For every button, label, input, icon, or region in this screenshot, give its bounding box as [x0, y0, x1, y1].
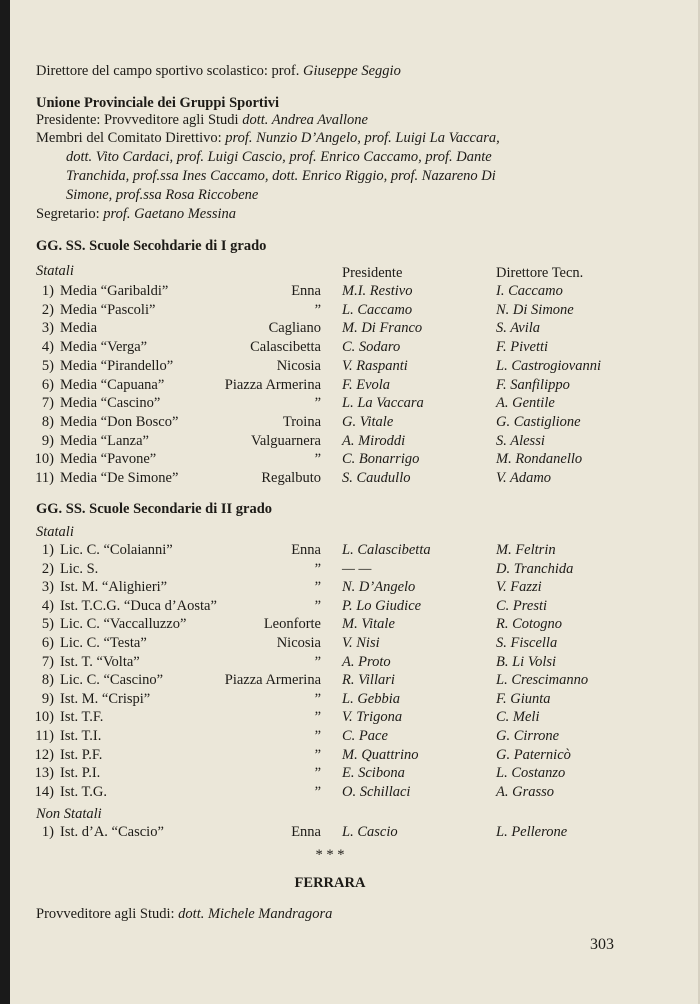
town-name: ”: [314, 560, 321, 577]
row-number: 1): [41, 542, 54, 558]
presidente-name: M. Di Franco: [342, 320, 423, 337]
direttore-name: L. Castrogiovanni: [496, 357, 602, 374]
row-number: 5): [41, 357, 54, 374]
row-number: 10): [34, 451, 54, 468]
direttore-name: G. Cirrone: [496, 728, 560, 744]
row-number: 12): [34, 746, 54, 763]
direttore-name: L. Crescimanno: [496, 672, 589, 689]
col-presidente-header: Presidente: [342, 265, 403, 281]
direttore-name: R. Cotogno: [496, 616, 563, 633]
school-name: Ist. T. “Volta”: [60, 653, 140, 670]
direttore-name: C. Meli: [496, 709, 540, 726]
membri-line-1: [36, 129, 500, 147]
direttore-name: V. Adamo: [496, 470, 552, 486]
unione-title: Unione Provinciale dei Gruppi Sportivi: [36, 95, 280, 111]
direttore-name: L. Pellerone: [496, 824, 568, 840]
school-name: Lic. C. “Cascino”: [60, 672, 164, 689]
direttore-name: M. Feltrin: [496, 542, 556, 558]
ferrara-provveditore-label: Provveditore agli Studi:: [36, 906, 175, 922]
town-name: ”: [314, 301, 321, 318]
presidente-name: E. Scibona: [342, 765, 405, 782]
town-name: ”: [314, 765, 321, 782]
school-name: Ist. P.F.: [60, 746, 103, 763]
row-number: 3): [41, 320, 54, 337]
school-name: Ist. T.G.: [60, 783, 107, 800]
town-name: Enna: [291, 283, 321, 299]
membri-text-1: prof. Nunzio D’Angelo, prof. Luigi La Vaccara,: [225, 130, 500, 146]
town-name: ”: [314, 579, 321, 596]
direttore-name: I. Caccamo: [496, 283, 563, 299]
presidente-name: C. Sodaro: [342, 339, 401, 356]
section1-title: GG. SS. Scuole Secohdarie di I grado: [36, 238, 267, 254]
row-number: 10): [34, 709, 54, 726]
presidente-name: L. La Vaccara: [342, 395, 424, 412]
town-name: Calascibetta: [250, 339, 321, 356]
presidente-label: Presidente: Provveditore agli Studi: [36, 112, 239, 128]
town-name: ”: [314, 597, 321, 614]
school-name: Ist. T.C.G. “Duca d’Aosta”: [60, 597, 217, 614]
town-name: ”: [314, 728, 321, 744]
page-binding-edge: [0, 0, 10, 1004]
school-name: Ist. T.F.: [60, 709, 104, 726]
presidente-name: N. D’Angelo: [342, 579, 416, 596]
direttore-name: S. Fiscella: [496, 635, 558, 651]
row-number: 14): [34, 783, 54, 800]
row-number: 11): [35, 728, 54, 744]
town-name: Cagliano: [268, 320, 321, 337]
town-name: Valguarnera: [250, 432, 321, 449]
section2-title: GG. SS. Scuole Secondarie di II grado: [36, 501, 273, 517]
school-name: Lic. S.: [60, 560, 99, 577]
school-name: Media “Lanza”: [60, 432, 149, 449]
row-number: 1): [41, 283, 54, 299]
row-number: 2): [41, 301, 54, 318]
row-number: 8): [41, 672, 54, 689]
direttore-line: [36, 62, 401, 80]
town-name: ”: [314, 451, 321, 468]
town-name: ”: [314, 690, 321, 707]
row-number: 9): [41, 432, 54, 449]
direttore-name: G. Paternicò: [496, 746, 571, 763]
row-number: 4): [41, 597, 54, 614]
school-name: Media “Pavone”: [60, 451, 157, 468]
row-number: 13): [34, 765, 54, 782]
school-name: Ist. T.I.: [60, 728, 102, 744]
town-name: Leonforte: [263, 616, 321, 633]
school-name: Lic. C. “Colaianni”: [60, 542, 173, 558]
presidente-name: V. Nisi: [342, 635, 380, 651]
school-name: Ist. P.I.: [60, 765, 101, 782]
school-name: Media “Don Bosco”: [60, 413, 179, 430]
membri-line-2: dott. Vito Cardaci, prof. Luigi Cascio, prof. Enrico Caccamo, prof. Dante: [66, 149, 492, 165]
town-name: Nicosia: [276, 357, 321, 374]
town-name: Piazza Armerina: [224, 376, 321, 393]
presidente-name: dott. Andrea Avallone: [242, 112, 368, 128]
membri-line-4: Simone, prof.ssa Rosa Riccobene: [66, 187, 259, 203]
ferrara-provveditore-line: [36, 905, 332, 923]
direttore-name: L. Costanzo: [496, 765, 566, 782]
presidente-name: M.I. Restivo: [342, 283, 413, 299]
presidente-name: G. Vitale: [342, 413, 394, 430]
direttore-name: F. Pivetti: [496, 339, 549, 356]
nonstatali-subhead: Non Statali: [36, 806, 102, 822]
school-name: Media “De Simone”: [60, 470, 179, 486]
direttore-name: F. Sanfilippo: [496, 376, 570, 393]
presidente-name: M. Vitale: [342, 616, 395, 633]
direttore-name: G. Castiglione: [496, 413, 581, 430]
col-direttore-header: Direttore Tecn.: [496, 265, 584, 281]
ferrara-title: FERRARA: [294, 875, 366, 891]
segretario-label: Segretario:: [36, 206, 100, 222]
direttore-name: A. Grasso: [496, 783, 555, 800]
presidente-name: O. Schillaci: [342, 783, 411, 800]
direttore-name: B. Li Volsi: [496, 653, 557, 670]
row-number: 4): [41, 339, 54, 356]
presidente-name: R. Villari: [342, 672, 395, 689]
school-name: Ist. d’A. “Cascio”: [60, 824, 164, 840]
town-name: ”: [314, 653, 321, 670]
presidente-name: L. Gebbia: [342, 690, 400, 707]
presidente-name: M. Quattrino: [342, 746, 419, 763]
membri-label: Membri del Comitato Direttivo:: [36, 130, 222, 146]
town-name: ”: [314, 709, 321, 726]
town-name: Enna: [291, 824, 321, 840]
row-number: 11): [35, 470, 54, 486]
school-name: Media “Garibaldi”: [60, 283, 169, 299]
direttore-name: A. Gentile: [496, 395, 555, 412]
presidente-name: A. Proto: [342, 653, 391, 670]
row-number: 3): [41, 579, 54, 596]
presidente-name: V. Raspanti: [342, 357, 408, 374]
school-name: Media “Pirandello”: [60, 357, 174, 374]
presidente-line: [36, 111, 368, 129]
presidente-name: L. Cascio: [342, 824, 398, 840]
presidente-name: L. Caccamo: [342, 301, 413, 318]
direttore-name: Giuseppe Seggio: [302, 63, 401, 79]
direttore-name: C. Presti: [496, 597, 548, 614]
row-number: 1): [41, 824, 54, 840]
presidente-name: — —: [342, 560, 372, 577]
row-number: 5): [41, 616, 54, 633]
direttore-name: V. Fazzi: [496, 579, 542, 596]
direttore-label: Direttore del campo sportivo scolastico: prof.: [36, 63, 300, 79]
direttore-name: F. Giunta: [496, 690, 551, 707]
row-number: 6): [41, 635, 54, 651]
presidente-name: C. Pace: [342, 728, 388, 744]
section2-subhead: Statali: [36, 524, 74, 540]
page-number: 303: [590, 936, 614, 953]
segretario-name: prof. Gaetano Messina: [103, 206, 237, 222]
row-number: 8): [41, 413, 54, 430]
row-number: 7): [41, 395, 54, 412]
town-name: ”: [314, 783, 321, 800]
town-name: Troina: [282, 413, 321, 430]
school-name: Media “Pascoli”: [60, 301, 156, 318]
school-name: Lic. C. “Vaccalluzzo”: [60, 616, 187, 633]
direttore-name: D. Tranchida: [496, 560, 574, 577]
school-name: Lic. C. “Testa”: [60, 635, 147, 651]
presidente-name: P. Lo Giudice: [342, 597, 422, 614]
row-number: 7): [41, 653, 54, 670]
row-number: 6): [41, 376, 54, 393]
presidente-name: V. Trigona: [342, 709, 403, 726]
school-name: Media “Verga”: [60, 339, 148, 356]
town-name: ”: [314, 395, 321, 412]
ferrara-provveditore-name: dott. Michele Mandragora: [178, 906, 333, 922]
segretario-line: [36, 205, 236, 223]
presidente-name: L. Calascibetta: [342, 542, 431, 558]
town-name: ”: [314, 746, 321, 763]
presidente-name: C. Bonarrigo: [342, 451, 420, 468]
town-name: Piazza Armerina: [224, 672, 321, 689]
school-name: Media “Cascino”: [60, 395, 161, 412]
separator-stars: * * *: [315, 847, 345, 863]
membri-line-3: Tranchida, prof.ssa Ines Caccamo, dott. Enrico Riggio, prof. Nazareno Di: [66, 168, 496, 184]
town-name: Regalbuto: [261, 470, 321, 486]
presidente-name: A. Miroddi: [342, 432, 406, 449]
school-name: Media “Capuana”: [60, 376, 165, 393]
direttore-name: S. Alessi: [496, 432, 545, 449]
town-name: Enna: [291, 542, 321, 558]
direttore-name: N. Di Simone: [496, 301, 574, 318]
school-name: Media: [60, 320, 98, 337]
row-number: 2): [41, 560, 54, 577]
town-name: Nicosia: [276, 635, 321, 651]
section1-subhead: Statali: [36, 263, 74, 279]
presidente-name: F. Evola: [342, 376, 391, 393]
presidente-name: S. Caudullo: [342, 470, 411, 486]
row-number: 9): [41, 690, 54, 707]
school-name: Ist. M. “Crispi”: [60, 690, 151, 707]
direttore-name: S. Avila: [496, 320, 541, 337]
school-name: Ist. M. “Alighieri”: [60, 579, 168, 596]
direttore-name: M. Rondanello: [496, 451, 583, 468]
